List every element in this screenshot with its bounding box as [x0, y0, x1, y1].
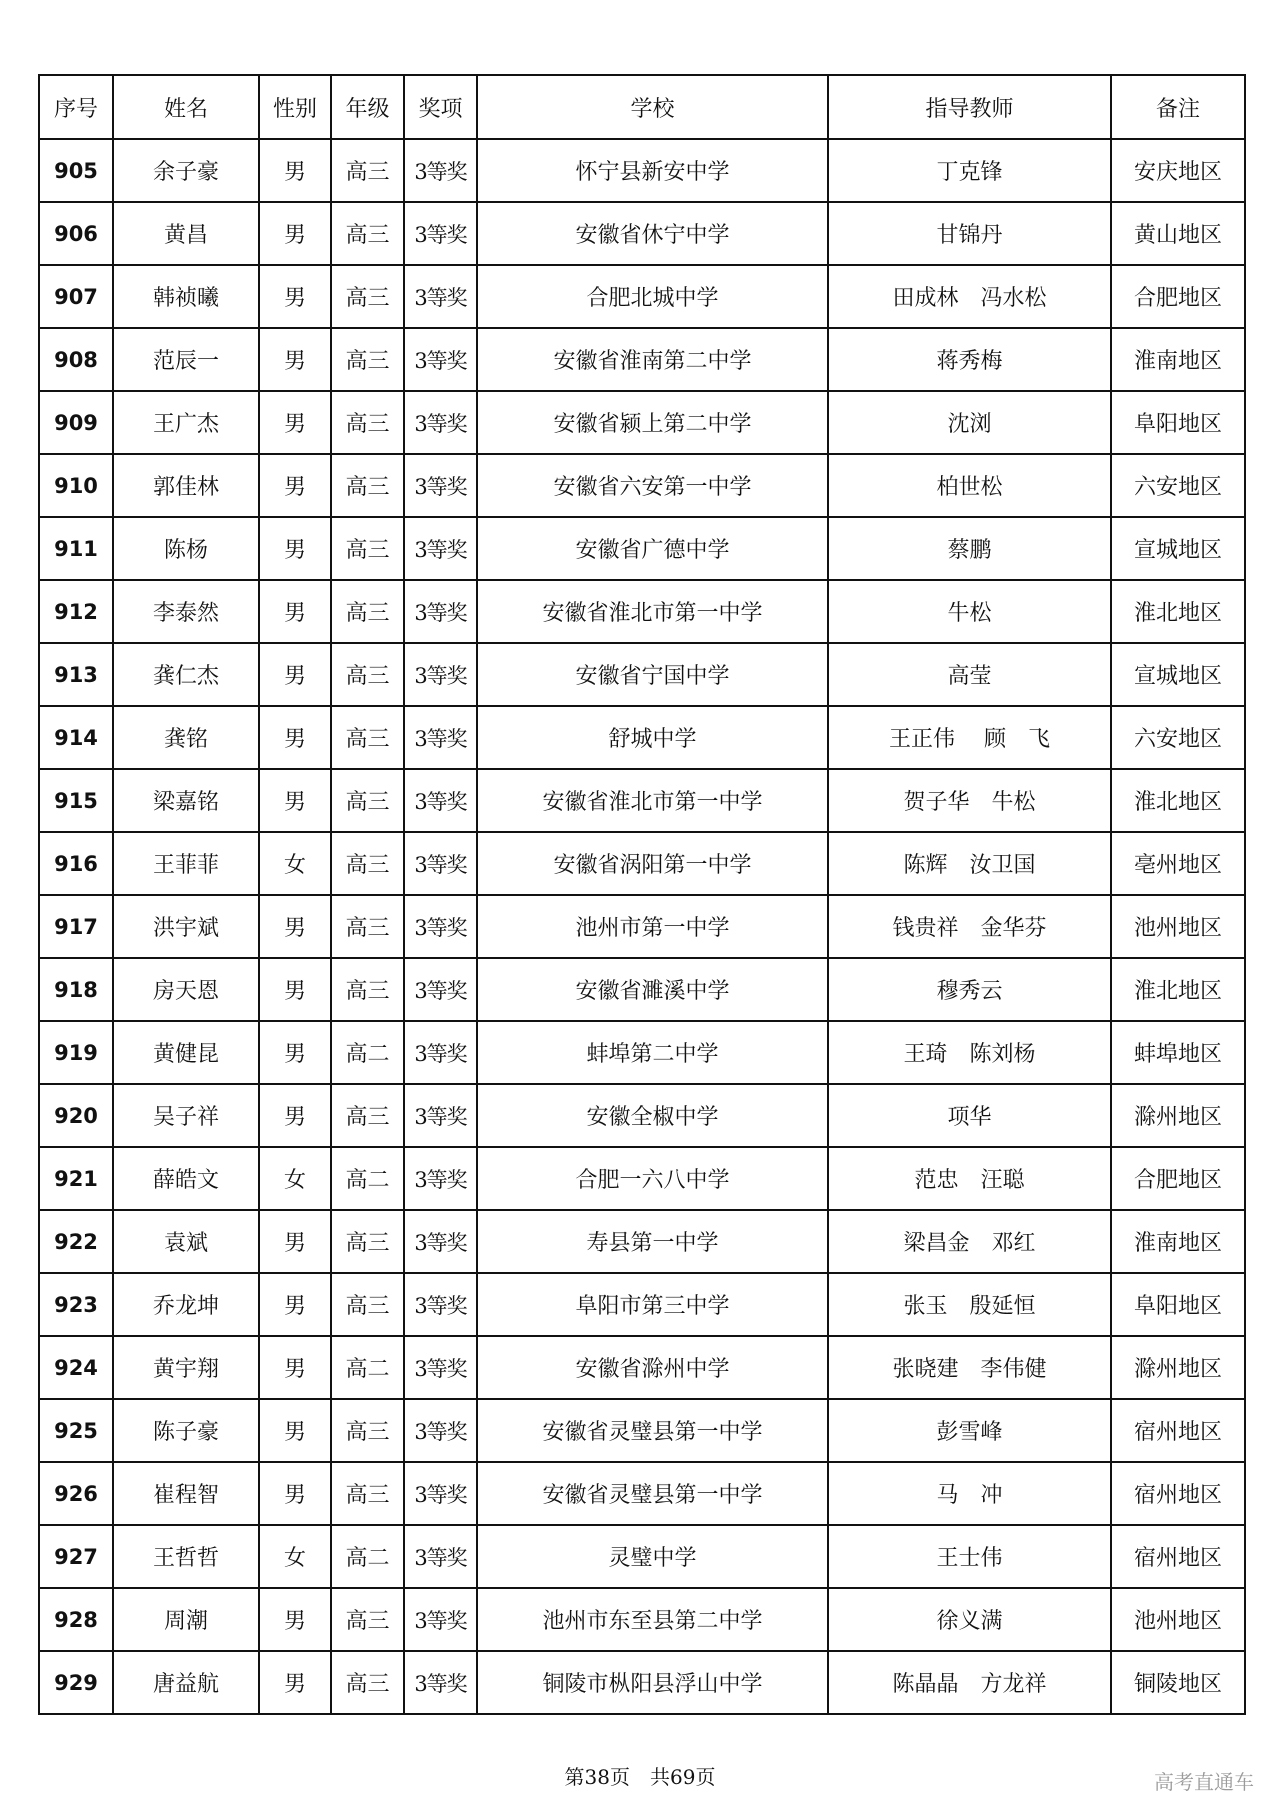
table-row	[39, 1588, 1245, 1651]
cell-grade: 高三	[331, 1399, 404, 1462]
cell-school: 阜阳市第三中学	[477, 1273, 828, 1336]
cell-award: 3等奖	[404, 1399, 477, 1462]
cell-remark: 淮北地区	[1111, 769, 1245, 832]
table-row	[39, 391, 1245, 454]
cell-award: 3等奖	[404, 1084, 477, 1147]
cell-remark: 合肥地区	[1111, 265, 1245, 328]
cell-school: 安徽省灵璧县第一中学	[477, 1462, 828, 1525]
header-seq: 序号	[39, 75, 113, 139]
cell-seq: 911	[39, 517, 113, 580]
table-row	[39, 265, 1245, 328]
cell-grade: 高三	[331, 1651, 404, 1714]
table-row	[39, 1021, 1245, 1084]
cell-seq: 907	[39, 265, 113, 328]
cell-name: 薛皓文	[113, 1147, 259, 1210]
cell-remark: 淮南地区	[1111, 1210, 1245, 1273]
cell-school: 安徽省涡阳第一中学	[477, 832, 828, 895]
cell-gender: 女	[259, 832, 331, 895]
cell-teacher: 丁克锋	[828, 139, 1111, 202]
cell-remark: 滁州地区	[1111, 1084, 1245, 1147]
cell-gender: 男	[259, 706, 331, 769]
cell-grade: 高三	[331, 769, 404, 832]
cell-gender: 男	[259, 202, 331, 265]
cell-gender: 男	[259, 958, 331, 1021]
cell-award: 3等奖	[404, 1021, 477, 1084]
cell-award: 3等奖	[404, 1651, 477, 1714]
cell-teacher: 高莹	[828, 643, 1111, 706]
cell-seq: 914	[39, 706, 113, 769]
header-row	[39, 75, 1245, 139]
table-row	[39, 1651, 1245, 1714]
cell-grade: 高三	[331, 139, 404, 202]
cell-name: 李泰然	[113, 580, 259, 643]
cell-remark: 六安地区	[1111, 706, 1245, 769]
cell-award: 3等奖	[404, 139, 477, 202]
cell-award: 3等奖	[404, 202, 477, 265]
cell-award: 3等奖	[404, 391, 477, 454]
cell-teacher: 沈浏	[828, 391, 1111, 454]
cell-grade: 高三	[331, 1210, 404, 1273]
cell-school: 舒城中学	[477, 706, 828, 769]
cell-school: 安徽省濉溪中学	[477, 958, 828, 1021]
cell-remark: 安庆地区	[1111, 139, 1245, 202]
cell-award: 3等奖	[404, 958, 477, 1021]
cell-award: 3等奖	[404, 643, 477, 706]
cell-remark: 合肥地区	[1111, 1147, 1245, 1210]
cell-gender: 男	[259, 391, 331, 454]
cell-seq: 929	[39, 1651, 113, 1714]
cell-school: 池州市东至县第二中学	[477, 1588, 828, 1651]
table-row	[39, 1084, 1245, 1147]
cell-remark: 池州地区	[1111, 895, 1245, 958]
table-row	[39, 706, 1245, 769]
cell-grade: 高二	[331, 1021, 404, 1084]
cell-remark: 池州地区	[1111, 1588, 1245, 1651]
cell-teacher: 梁昌金 邓红	[828, 1210, 1111, 1273]
cell-school: 安徽省淮北市第一中学	[477, 580, 828, 643]
cell-grade: 高三	[331, 706, 404, 769]
table-row	[39, 1210, 1245, 1273]
cell-seq: 925	[39, 1399, 113, 1462]
cell-remark: 黄山地区	[1111, 202, 1245, 265]
cell-award: 3等奖	[404, 706, 477, 769]
cell-grade: 高二	[331, 1525, 404, 1588]
cell-name: 龚仁杰	[113, 643, 259, 706]
cell-grade: 高三	[331, 958, 404, 1021]
cell-seq: 923	[39, 1273, 113, 1336]
cell-grade: 高三	[331, 1084, 404, 1147]
cell-name: 梁嘉铭	[113, 769, 259, 832]
cell-remark: 淮北地区	[1111, 580, 1245, 643]
cell-school: 安徽省灵璧县第一中学	[477, 1399, 828, 1462]
table-row	[39, 517, 1245, 580]
cell-remark: 宣城地区	[1111, 517, 1245, 580]
cell-remark: 宿州地区	[1111, 1462, 1245, 1525]
cell-remark: 亳州地区	[1111, 832, 1245, 895]
cell-teacher: 马 冲	[828, 1462, 1111, 1525]
table-row	[39, 1273, 1245, 1336]
cell-grade: 高三	[331, 1273, 404, 1336]
cell-teacher: 王琦 陈刘杨	[828, 1021, 1111, 1084]
cell-gender: 男	[259, 1210, 331, 1273]
cell-seq: 910	[39, 454, 113, 517]
cell-seq: 922	[39, 1210, 113, 1273]
cell-name: 余子豪	[113, 139, 259, 202]
cell-name: 龚铭	[113, 706, 259, 769]
cell-seq: 926	[39, 1462, 113, 1525]
cell-name: 袁斌	[113, 1210, 259, 1273]
cell-gender: 男	[259, 643, 331, 706]
cell-school: 安徽省颍上第二中学	[477, 391, 828, 454]
cell-name: 王菲菲	[113, 832, 259, 895]
cell-grade: 高三	[331, 832, 404, 895]
watermark: 高考直通车	[1154, 1770, 1254, 1794]
table-row	[39, 895, 1245, 958]
cell-gender: 男	[259, 580, 331, 643]
cell-seq: 912	[39, 580, 113, 643]
cell-remark: 蚌埠地区	[1111, 1021, 1245, 1084]
cell-teacher: 钱贵祥 金华芬	[828, 895, 1111, 958]
cell-gender: 男	[259, 769, 331, 832]
cell-school: 怀宁县新安中学	[477, 139, 828, 202]
cell-award: 3等奖	[404, 1210, 477, 1273]
cell-school: 蚌埠第二中学	[477, 1021, 828, 1084]
cell-teacher: 张晓建 李伟健	[828, 1336, 1111, 1399]
header-remark: 备注	[1111, 75, 1245, 139]
table-row	[39, 1462, 1245, 1525]
cell-grade: 高三	[331, 643, 404, 706]
cell-award: 3等奖	[404, 1462, 477, 1525]
cell-name: 陈杨	[113, 517, 259, 580]
awards-table	[38, 74, 1246, 1715]
cell-gender: 男	[259, 517, 331, 580]
cell-teacher: 范忠 汪聪	[828, 1147, 1111, 1210]
cell-remark: 铜陵地区	[1111, 1651, 1245, 1714]
cell-teacher: 陈辉 汝卫国	[828, 832, 1111, 895]
cell-grade: 高三	[331, 1588, 404, 1651]
cell-name: 洪宇斌	[113, 895, 259, 958]
cell-award: 3等奖	[404, 517, 477, 580]
cell-grade: 高三	[331, 517, 404, 580]
cell-gender: 男	[259, 1021, 331, 1084]
cell-gender: 男	[259, 454, 331, 517]
cell-award: 3等奖	[404, 769, 477, 832]
cell-award: 3等奖	[404, 454, 477, 517]
cell-name: 周潮	[113, 1588, 259, 1651]
cell-award: 3等奖	[404, 895, 477, 958]
cell-teacher: 张玉 殷延恒	[828, 1273, 1111, 1336]
cell-school: 安徽省淮北市第一中学	[477, 769, 828, 832]
cell-school: 安徽省广德中学	[477, 517, 828, 580]
cell-school: 安徽省淮南第二中学	[477, 328, 828, 391]
cell-teacher: 徐义满	[828, 1588, 1111, 1651]
header-grade: 年级	[331, 75, 404, 139]
cell-award: 3等奖	[404, 580, 477, 643]
cell-teacher: 甘锦丹	[828, 202, 1111, 265]
cell-grade: 高三	[331, 265, 404, 328]
cell-seq: 927	[39, 1525, 113, 1588]
cell-teacher: 牛松	[828, 580, 1111, 643]
cell-seq: 918	[39, 958, 113, 1021]
cell-seq: 928	[39, 1588, 113, 1651]
table-row	[39, 832, 1245, 895]
cell-seq: 906	[39, 202, 113, 265]
cell-seq: 924	[39, 1336, 113, 1399]
table-row	[39, 1336, 1245, 1399]
cell-grade: 高三	[331, 202, 404, 265]
table-row	[39, 643, 1245, 706]
table-row	[39, 328, 1245, 391]
header-teacher: 指导教师	[828, 75, 1111, 139]
cell-name: 王哲哲	[113, 1525, 259, 1588]
cell-seq: 920	[39, 1084, 113, 1147]
cell-name: 黄昌	[113, 202, 259, 265]
cell-gender: 男	[259, 1273, 331, 1336]
cell-name: 乔龙坤	[113, 1273, 259, 1336]
header-gender: 性别	[259, 75, 331, 139]
table-header	[39, 75, 1245, 139]
cell-school: 安徽省六安第一中学	[477, 454, 828, 517]
page-number: 第38页 共69页	[564, 1765, 716, 1789]
cell-school: 合肥北城中学	[477, 265, 828, 328]
table-row	[39, 1525, 1245, 1588]
cell-name: 郭佳林	[113, 454, 259, 517]
cell-teacher: 彭雪峰	[828, 1399, 1111, 1462]
cell-grade: 高二	[331, 1147, 404, 1210]
cell-name: 黄健昆	[113, 1021, 259, 1084]
cell-teacher: 王正伟 顾 飞	[828, 706, 1111, 769]
cell-grade: 高三	[331, 328, 404, 391]
cell-seq: 919	[39, 1021, 113, 1084]
cell-name: 王广杰	[113, 391, 259, 454]
cell-award: 3等奖	[404, 1588, 477, 1651]
cell-school: 灵璧中学	[477, 1525, 828, 1588]
cell-seq: 913	[39, 643, 113, 706]
table-row	[39, 769, 1245, 832]
cell-award: 3等奖	[404, 1273, 477, 1336]
header-award: 奖项	[404, 75, 477, 139]
cell-remark: 滁州地区	[1111, 1336, 1245, 1399]
cell-gender: 男	[259, 1399, 331, 1462]
table-row	[39, 958, 1245, 1021]
cell-seq: 921	[39, 1147, 113, 1210]
cell-teacher: 田成林 冯水松	[828, 265, 1111, 328]
cell-gender: 男	[259, 139, 331, 202]
cell-school: 池州市第一中学	[477, 895, 828, 958]
cell-remark: 阜阳地区	[1111, 1273, 1245, 1336]
cell-name: 范辰一	[113, 328, 259, 391]
cell-school: 铜陵市枞阳县浮山中学	[477, 1651, 828, 1714]
cell-grade: 高三	[331, 895, 404, 958]
cell-school: 安徽省休宁中学	[477, 202, 828, 265]
cell-name: 吴子祥	[113, 1084, 259, 1147]
cell-gender: 女	[259, 1525, 331, 1588]
cell-gender: 男	[259, 1651, 331, 1714]
table-body	[39, 139, 1245, 1714]
cell-remark: 阜阳地区	[1111, 391, 1245, 454]
cell-name: 陈子豪	[113, 1399, 259, 1462]
cell-name: 黄宇翔	[113, 1336, 259, 1399]
header-school: 学校	[477, 75, 828, 139]
cell-gender: 男	[259, 1336, 331, 1399]
cell-gender: 男	[259, 1084, 331, 1147]
cell-award: 3等奖	[404, 265, 477, 328]
table-row	[39, 1399, 1245, 1462]
table-row	[39, 580, 1245, 643]
cell-school: 安徽省滁州中学	[477, 1336, 828, 1399]
cell-name: 韩祯曦	[113, 265, 259, 328]
cell-teacher: 蔡鹏	[828, 517, 1111, 580]
cell-gender: 女	[259, 1147, 331, 1210]
cell-school: 寿县第一中学	[477, 1210, 828, 1273]
cell-gender: 男	[259, 328, 331, 391]
cell-award: 3等奖	[404, 1147, 477, 1210]
header-name: 姓名	[113, 75, 259, 139]
table-row	[39, 202, 1245, 265]
cell-seq: 915	[39, 769, 113, 832]
table-row	[39, 1147, 1245, 1210]
cell-seq: 917	[39, 895, 113, 958]
cell-award: 3等奖	[404, 832, 477, 895]
cell-award: 3等奖	[404, 1336, 477, 1399]
cell-remark: 淮南地区	[1111, 328, 1245, 391]
cell-teacher: 柏世松	[828, 454, 1111, 517]
cell-award: 3等奖	[404, 1525, 477, 1588]
cell-teacher: 贺子华 牛松	[828, 769, 1111, 832]
cell-teacher: 陈晶晶 方龙祥	[828, 1651, 1111, 1714]
table-row	[39, 454, 1245, 517]
cell-teacher: 项华	[828, 1084, 1111, 1147]
cell-school: 安徽省宁国中学	[477, 643, 828, 706]
cell-teacher: 王士伟	[828, 1525, 1111, 1588]
cell-remark: 宿州地区	[1111, 1399, 1245, 1462]
cell-grade: 高三	[331, 454, 404, 517]
cell-name: 唐益航	[113, 1651, 259, 1714]
cell-grade: 高三	[331, 391, 404, 454]
cell-seq: 916	[39, 832, 113, 895]
cell-teacher: 穆秀云	[828, 958, 1111, 1021]
cell-grade: 高三	[331, 580, 404, 643]
cell-school: 合肥一六八中学	[477, 1147, 828, 1210]
cell-school: 安徽全椒中学	[477, 1084, 828, 1147]
cell-grade: 高三	[331, 1462, 404, 1525]
cell-remark: 淮北地区	[1111, 958, 1245, 1021]
cell-seq: 908	[39, 328, 113, 391]
cell-teacher: 蒋秀梅	[828, 328, 1111, 391]
table-row	[39, 139, 1245, 202]
cell-remark: 六安地区	[1111, 454, 1245, 517]
cell-grade: 高二	[331, 1336, 404, 1399]
cell-gender: 男	[259, 1588, 331, 1651]
cell-gender: 男	[259, 1462, 331, 1525]
cell-seq: 909	[39, 391, 113, 454]
cell-name: 房天恩	[113, 958, 259, 1021]
cell-remark: 宿州地区	[1111, 1525, 1245, 1588]
cell-gender: 男	[259, 265, 331, 328]
cell-seq: 905	[39, 139, 113, 202]
cell-name: 崔程智	[113, 1462, 259, 1525]
cell-remark: 宣城地区	[1111, 643, 1245, 706]
cell-gender: 男	[259, 895, 331, 958]
cell-award: 3等奖	[404, 328, 477, 391]
